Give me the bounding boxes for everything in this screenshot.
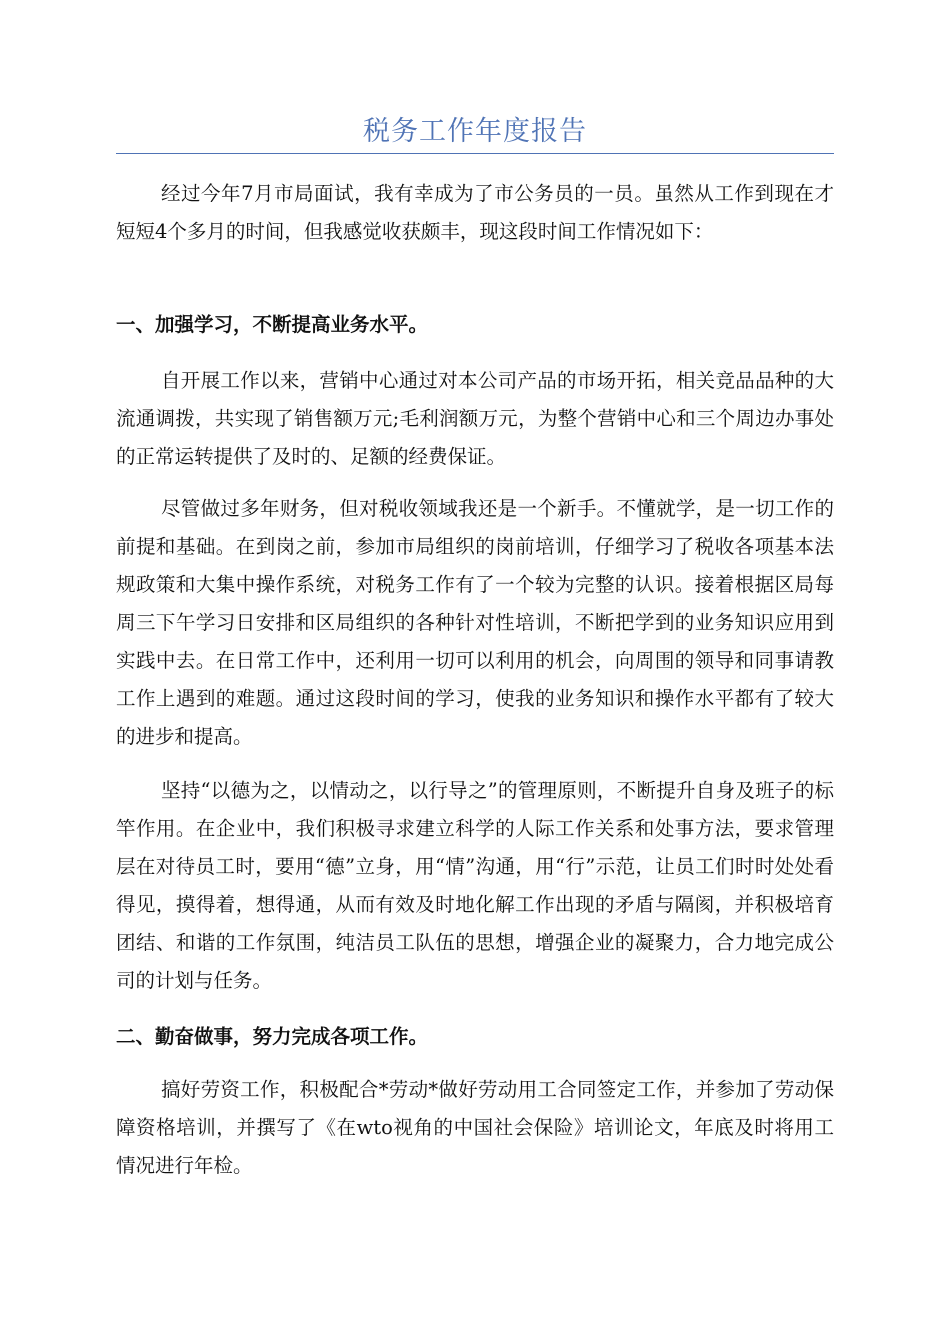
paragraph-sales: 自开展工作以来，营销中心通过对本公司产品的市场开拓，相关竞品品种的大流通调拨，共实现了销售额万元;毛利润额万元，为整个营销中心和三个周边办事处的正常运转提供了及时的、足额的经费保证。 — [116, 369, 834, 468]
document-title: 税务工作年度报告 — [363, 116, 587, 147]
paragraph-management: 坚持“以德为之，以情动之，以行导之”的管理原则，不断提升自身及班子的标竿作用。在企业中，我们积极寻求建立科学的人际工作关系和处事方法，要求管理层在对待员工时，要用“德”立身，用“情”沟通，用“行”示范，让员工们时时处处看得见，摸得着，想得通，从而有效及时地化解工作出现的矛盾与隔阂，并积极培育团结、和谐的工作氛围，纯洁员工队伍的思想，增强企业的凝聚力，合力地完成公司的计划与任务。 — [116, 779, 834, 992]
title-underline — [116, 153, 834, 154]
section-heading-1: 一、加强学习，不断提高业务水平。 — [116, 313, 429, 336]
paragraph-learning: 尽管做过多年财务，但对税收领域我还是一个新手。不懂就学，是一切工作的前提和基础。在到岗之前，参加市局组织的岗前培训，仔细学习了税收各项基本法规政策和大集中操作系统，对税务工作有了一个较为完整的认识。接着根据区局每周三下午学习日安排和区局组织的各种针对性培训，不断把学到的业务知识应用到实践中去。在日常工作中，还利用一切可以利用的机会，向周围的领导和同事请教工作上遇到的难题。通过这段时间的学习，使我的业务知识和操作水平都有了较大的进步和提高。 — [116, 497, 834, 748]
paragraph-labor: 搞好劳资工作，积极配合*劳动*做好劳动用工合同签定工作，并参加了劳动保障资格培训，并撰写了《在wto视角的中国社会保险》培训论文，年底及时将用工情况进行年检。 — [116, 1078, 834, 1177]
section-heading-2: 二、勤奋做事，努力完成各项工作。 — [116, 1025, 429, 1048]
paragraph-intro: 经过今年7月市局面试，我有幸成为了市公务员的一员。虽然从工作到现在才短短4个多月的时间，但我感觉收获颇丰，现这段时间工作情况如下： — [116, 182, 834, 243]
